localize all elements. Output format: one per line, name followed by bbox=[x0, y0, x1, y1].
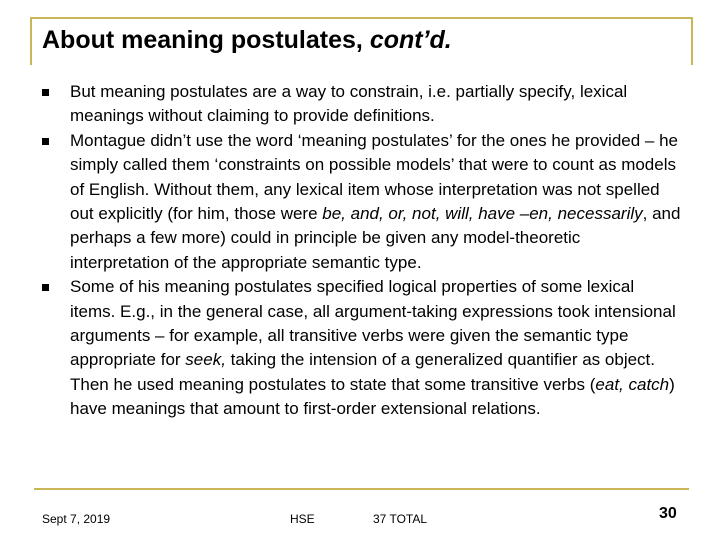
square-bullet-icon bbox=[42, 284, 49, 291]
bullet-text: taking the intension of a generalized quantifier as object. Then he used meaning postulates to state that some transitive verbs ( bbox=[70, 350, 655, 394]
footer-total: 37 TOTAL bbox=[373, 512, 428, 526]
slide-title-main: About meaning postulates, bbox=[42, 26, 363, 54]
footer-date: Sept 7, 2019 bbox=[42, 512, 111, 526]
bullet-item bbox=[42, 275, 682, 421]
frame-left-line bbox=[30, 17, 32, 65]
slide-title-suffix: cont’d. bbox=[369, 26, 452, 54]
frame-top-line bbox=[30, 17, 693, 19]
bullet-text: But meaning postulates are a way to constrain, i.e. partially specify, lexical meanings without claiming to provide definitions. bbox=[70, 82, 628, 126]
bullet-text: Some of his meaning postulates specified logical properties of some lexical items. E.g., in the general case, all argument-taking expressions took intensional arguments – for example, all transitive verbs were given the semantic type appropriate for bbox=[70, 277, 676, 370]
bullet-italic-text: eat, catch bbox=[595, 374, 670, 394]
page-number: 30 bbox=[659, 505, 677, 522]
square-bullet-icon bbox=[42, 89, 49, 96]
bullet-italic-text: seek, bbox=[185, 350, 226, 370]
bullet-italic-text: be, and, or, not, will, have –en, necessarily bbox=[322, 204, 643, 224]
slide-title bbox=[42, 26, 452, 55]
bullet-item bbox=[42, 129, 682, 275]
bullet-text: ) have meanings that amount to first-order extensional relations. bbox=[70, 374, 675, 419]
footer-divider bbox=[34, 488, 689, 490]
frame-right-line bbox=[691, 17, 693, 65]
bullet-list bbox=[42, 80, 682, 422]
bullet-item bbox=[42, 80, 682, 129]
bullet-text: , and perhaps a few more) could in principle be given any model-theoretic interpretation of the appropriate semantic type. bbox=[70, 204, 681, 272]
bullet-text: Montague didn’t use the word ‘meaning postulates’ for the ones he provided – he simply called them ‘constraints on possible models’ that were to count as models of English. Without them, any lexical item whose interpretation was not spelled out explicitly (for him, those were bbox=[70, 130, 678, 224]
footer-org: HSE bbox=[290, 512, 315, 526]
square-bullet-icon bbox=[42, 138, 49, 145]
